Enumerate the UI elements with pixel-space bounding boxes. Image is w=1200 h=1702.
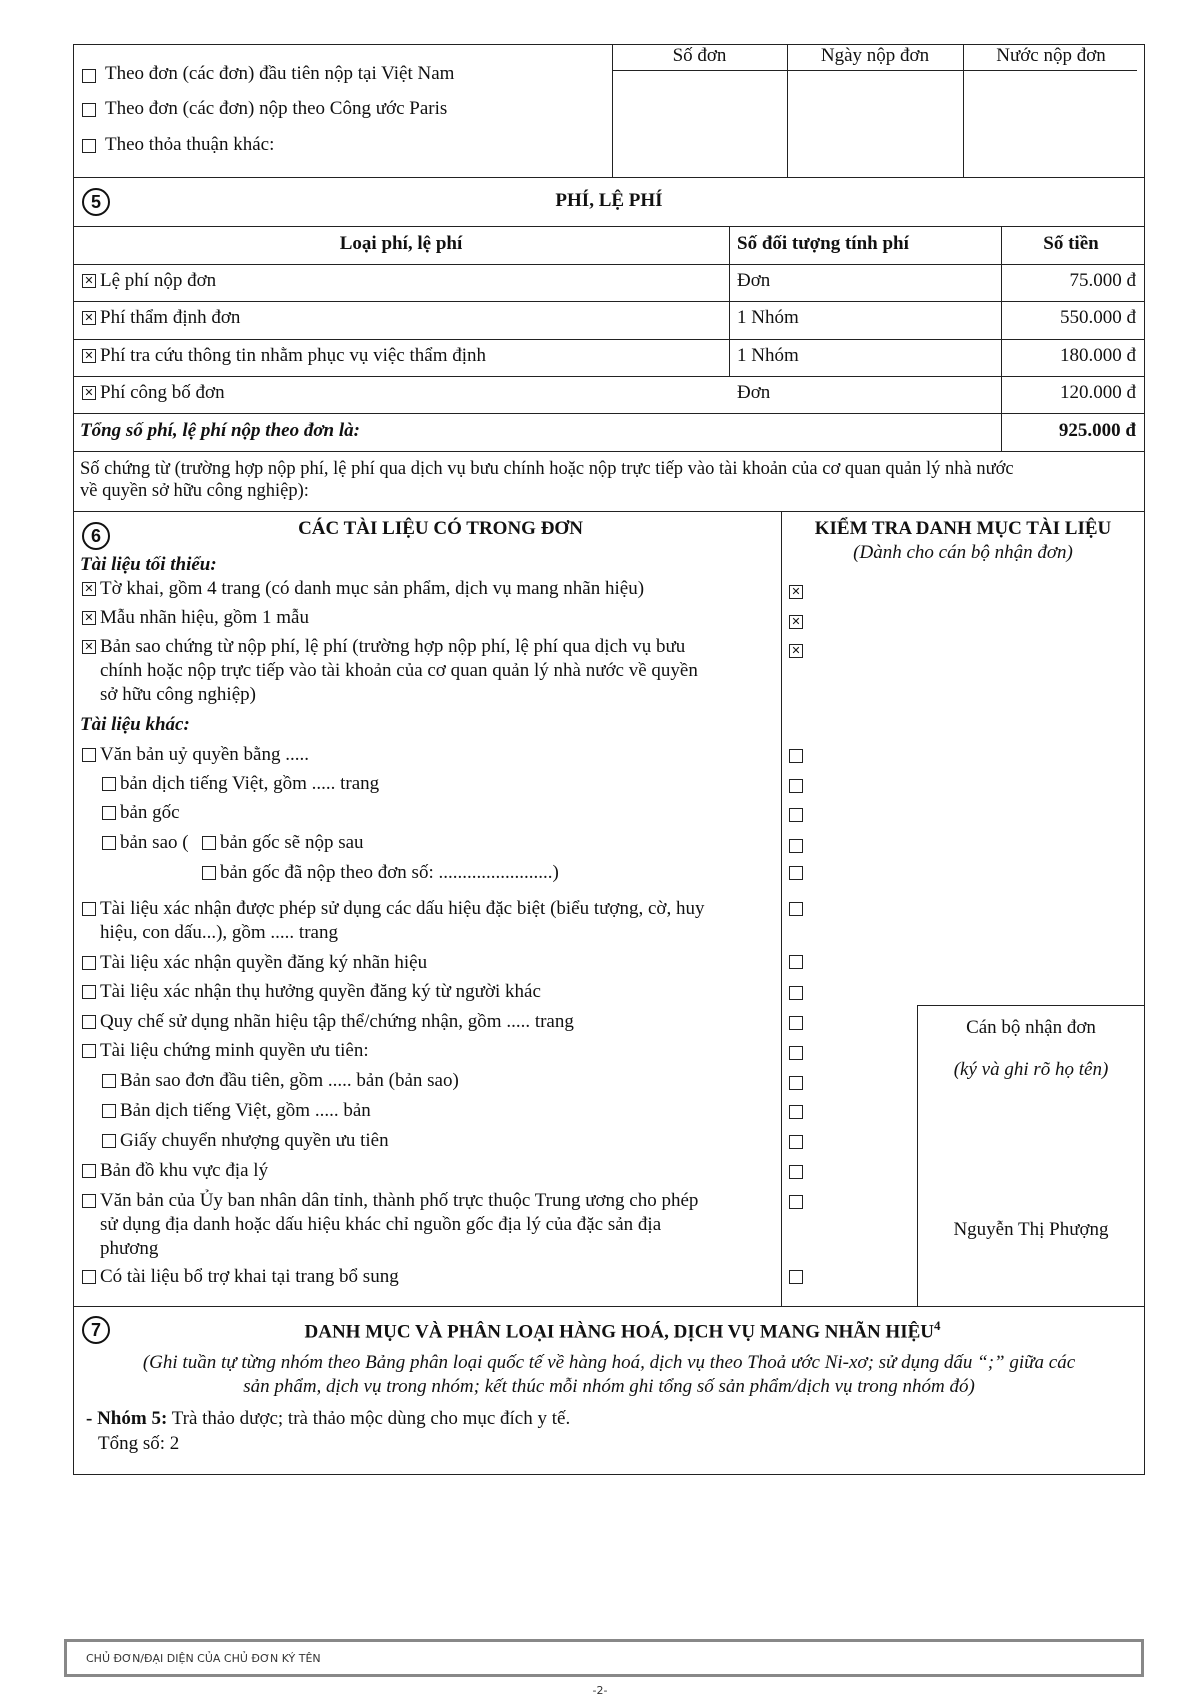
doc-checkbox[interactable] xyxy=(82,902,96,916)
receipt-note: về quyền sở hữu công nghiệp): xyxy=(80,481,309,501)
divider xyxy=(781,511,782,1306)
min-doc-item: Bản sao chứng từ nộp phí, lệ phí (trường hợp nộp phí, lệ phí qua dịch vụ bưu xyxy=(100,636,686,657)
doc-checkbox[interactable] xyxy=(102,1104,116,1118)
fee-amount: 550.000 đ xyxy=(1060,307,1136,328)
doc-checkbox[interactable] xyxy=(102,777,116,791)
fee-name: Phí tra cứu thông tin nhằm phục vụ việc thẩm định xyxy=(100,345,487,366)
min-doc-item: Mẫu nhãn hiệu, gồm 1 mẫu xyxy=(100,607,309,628)
divider xyxy=(73,264,1145,265)
doc-item: Tài liệu chứng minh quyền ưu tiên: xyxy=(100,1040,369,1061)
priority-col-date: Ngày nộp đơn xyxy=(820,45,930,66)
fees-title: PHÍ, LỆ PHÍ xyxy=(555,190,663,211)
divider xyxy=(73,226,1145,227)
receipt-note: Số chứng từ (trường hợp nộp phí, lệ phí qua dịch vụ bưu chính hoặc nộp trực tiếp vào tài khoản của cơ quan quản lý nhà nước xyxy=(80,459,1014,479)
doc-checkbox[interactable] xyxy=(82,748,96,762)
doc-item: Tài liệu xác nhận quyền đăng ký nhãn hiệu xyxy=(100,952,428,973)
check-checkbox[interactable] xyxy=(789,1016,803,1030)
divider xyxy=(729,226,730,376)
min-doc-item: chính hoặc nộp trực tiếp vào tài khoản của cơ quan quản lý nhà nước về quyền xyxy=(100,660,698,681)
goods-total: Tổng số: 2 xyxy=(98,1433,180,1454)
fees-header-amount: Số tiền xyxy=(1043,233,1099,254)
check-checkbox[interactable] xyxy=(789,986,803,1000)
doc-checkbox[interactable] xyxy=(102,1134,116,1148)
priority-option: Theo thỏa thuận khác: xyxy=(105,134,275,155)
fee-checkbox-checked[interactable]: ✕ xyxy=(82,311,96,325)
section-number-7: 7 xyxy=(82,1316,110,1344)
goods-group-label: - Nhóm 5: xyxy=(86,1408,168,1429)
priority-option: Theo đơn (các đơn) nộp theo Công ước Paris xyxy=(105,98,448,119)
check-title: KIỂM TRA DANH MỤC TÀI LIỆU xyxy=(814,518,1112,539)
priority-vn-checkbox[interactable] xyxy=(82,69,96,83)
section-number-5: 5 xyxy=(82,188,110,216)
min-doc-item: Tờ khai, gồm 4 trang (có danh mục sản phẩm, dịch vụ mang nhãn hiệu) xyxy=(100,578,645,599)
goods-title: DANH MỤC VÀ PHÂN LOẠI HÀNG HOÁ, DỊCH VỤ MANG NHÃN HIỆU$^4$ xyxy=(304,1318,941,1343)
doc-item: Có tài liệu bổ trợ khai tại trang bổ sung xyxy=(100,1266,399,1287)
priority-col-country: Nước nộp đơn xyxy=(996,45,1106,66)
divider xyxy=(73,511,1145,512)
fees-total-amount: 925.000 đ xyxy=(1058,420,1136,441)
doc-checkbox[interactable] xyxy=(202,866,216,880)
divider xyxy=(917,1005,1145,1006)
divider xyxy=(73,177,1145,178)
fee-name: Phí công bố đơn xyxy=(100,382,225,403)
signature-label: CHỦ ĐƠN/ĐẠI DIỆN CỦA CHỦ ĐƠN KÝ TÊN xyxy=(86,1652,321,1665)
check-checkbox[interactable] xyxy=(789,749,803,763)
doc-checkbox[interactable] xyxy=(82,1194,96,1208)
doc-checkbox[interactable] xyxy=(102,836,116,850)
check-checkbox[interactable] xyxy=(789,866,803,880)
min-docs-label: Tài liệu tối thiểu: xyxy=(80,554,217,575)
doc-item: bản gốc sẽ nộp sau xyxy=(220,832,364,853)
min-doc-checkbox-checked[interactable]: ✕ xyxy=(82,582,96,596)
fees-header-count: Số đối tượng tính phí xyxy=(737,233,909,254)
section-number-6: 6 xyxy=(82,522,110,550)
divider xyxy=(1001,226,1002,451)
documents-title: CÁC TÀI LIỆU CÓ TRONG ĐƠN xyxy=(298,518,583,539)
goods-note: sản phẩm, dịch vụ trong nhóm; kết thúc mỗi nhóm ghi tổng số sản phẩm/dịch vụ trong nhóm đó) xyxy=(243,1376,975,1397)
doc-item: bản sao ( xyxy=(120,832,189,853)
check-checkbox[interactable] xyxy=(789,1195,803,1209)
goods-group xyxy=(86,1408,570,1430)
divider xyxy=(73,339,1145,340)
fee-amount: 75.000 đ xyxy=(1069,270,1136,291)
check-checkbox[interactable] xyxy=(789,955,803,969)
fee-amount: 120.000 đ xyxy=(1060,382,1136,403)
doc-item: Văn bản uỷ quyền bằng ..... xyxy=(100,744,309,765)
divider xyxy=(917,1005,918,1306)
divider xyxy=(73,301,1145,302)
officer-name: Nguyễn Thị Phượng xyxy=(953,1219,1109,1240)
min-doc-checkbox-checked[interactable]: ✕ xyxy=(82,640,96,654)
check-checkbox[interactable] xyxy=(789,1165,803,1179)
fee-amount: 180.000 đ xyxy=(1060,345,1136,366)
doc-item: bản gốc xyxy=(120,802,180,823)
doc-checkbox[interactable] xyxy=(82,985,96,999)
divider xyxy=(73,1306,1145,1307)
check-checkbox[interactable] xyxy=(789,902,803,916)
check-checkbox[interactable] xyxy=(789,1270,803,1284)
fee-checkbox-checked[interactable]: ✕ xyxy=(82,386,96,400)
goods-note: (Ghi tuần tự từng nhóm theo Bảng phân loại quốc tế về hàng hoá, dịch vụ theo Thoả ước Ni-xơ; sử dụng dấu “;” giữa các xyxy=(142,1352,1076,1373)
divider xyxy=(612,70,1137,71)
fees-total-label: Tổng số phí, lệ phí nộp theo đơn là: xyxy=(80,420,360,441)
doc-item: Tài liệu xác nhận được phép sử dụng các dấu hiệu đặc biệt (biểu tượng, cờ, huy xyxy=(100,898,705,919)
fee-checkbox-checked[interactable]: ✕ xyxy=(82,274,96,288)
doc-checkbox[interactable] xyxy=(102,806,116,820)
priority-paris-checkbox[interactable] xyxy=(82,103,96,117)
fee-count: Đơn xyxy=(737,270,771,291)
doc-item: Giấy chuyển nhượng quyền ưu tiên xyxy=(120,1130,389,1151)
fee-name: Phí thẩm định đơn xyxy=(100,307,241,328)
doc-item: Văn bản của Ủy ban nhân dân tỉnh, thành phố trực thuộc Trung ương cho phép xyxy=(100,1190,699,1211)
priority-other-checkbox[interactable] xyxy=(82,139,96,153)
doc-item: phương xyxy=(100,1238,159,1259)
doc-item: Bản dịch tiếng Việt, gồm ..... bản xyxy=(120,1100,371,1121)
page-number: -2- xyxy=(592,1684,608,1697)
check-checkbox[interactable] xyxy=(789,839,803,853)
doc-checkbox[interactable] xyxy=(82,956,96,970)
doc-checkbox[interactable] xyxy=(202,836,216,850)
doc-item: Quy chế sử dụng nhãn hiệu tập thể/chứng nhận, gồm ..... trang xyxy=(100,1011,574,1032)
fee-checkbox-checked[interactable]: ✕ xyxy=(82,349,96,363)
fee-count: 1 Nhóm xyxy=(737,345,799,366)
priority-option: Theo đơn (các đơn) đầu tiên nộp tại Việt Nam xyxy=(105,63,455,84)
priority-col-number: Số đơn xyxy=(672,45,727,66)
officer-title: Cán bộ nhận đơn xyxy=(966,1017,1096,1038)
divider xyxy=(73,376,1145,377)
officer-note: (ký và ghi rõ họ tên) xyxy=(953,1059,1109,1080)
fee-name: Lệ phí nộp đơn xyxy=(100,270,217,291)
check-checkbox-checked[interactable]: ✕ xyxy=(789,615,803,629)
doc-item: Tài liệu xác nhận thụ hưởng quyền đăng ký từ người khác xyxy=(100,981,541,1002)
check-checkbox[interactable] xyxy=(789,1135,803,1149)
check-checkbox[interactable] xyxy=(789,1046,803,1060)
goods-title-footnote: 4 xyxy=(933,1318,941,1333)
check-subtitle: (Dành cho cán bộ nhận đơn) xyxy=(853,542,1073,563)
doc-item: sử dụng địa danh hoặc dấu hiệu khác chỉ nguồn gốc địa lý của đặc sản địa xyxy=(100,1214,662,1235)
doc-item: hiệu, con dấu...), gồm ..... trang xyxy=(100,922,338,943)
doc-checkbox[interactable] xyxy=(82,1270,96,1284)
doc-item: bản gốc đã nộp theo đơn số: ........................) xyxy=(220,862,559,883)
fee-count: Đơn xyxy=(737,382,771,403)
doc-item: bản dịch tiếng Việt, gồm ..... trang xyxy=(120,773,380,794)
doc-item: Bản sao đơn đầu tiên, gồm ..... bản (bản sao) xyxy=(120,1070,459,1091)
doc-checkbox[interactable] xyxy=(82,1015,96,1029)
doc-checkbox[interactable] xyxy=(82,1164,96,1178)
divider xyxy=(73,451,1145,452)
check-checkbox[interactable] xyxy=(789,1076,803,1090)
min-doc-item: sở hữu công nghiệp) xyxy=(100,684,256,705)
doc-checkbox[interactable] xyxy=(82,1044,96,1058)
other-docs-label: Tài liệu khác: xyxy=(80,714,190,735)
check-checkbox-checked[interactable]: ✕ xyxy=(789,644,803,658)
doc-item: Bản đồ khu vực địa lý xyxy=(100,1160,269,1181)
min-doc-checkbox-checked[interactable]: ✕ xyxy=(82,611,96,625)
doc-checkbox[interactable] xyxy=(102,1074,116,1088)
check-checkbox-checked[interactable]: ✕ xyxy=(789,585,803,599)
check-checkbox[interactable] xyxy=(789,808,803,822)
check-checkbox[interactable] xyxy=(789,779,803,793)
fee-count: 1 Nhóm xyxy=(737,307,799,328)
divider xyxy=(73,413,1145,414)
goods-group-text: Trà thảo dược; trà thảo mộc dùng cho mục đích y tế. xyxy=(171,1408,571,1429)
check-checkbox[interactable] xyxy=(789,1105,803,1119)
fees-header-type: Loại phí, lệ phí xyxy=(339,233,463,254)
